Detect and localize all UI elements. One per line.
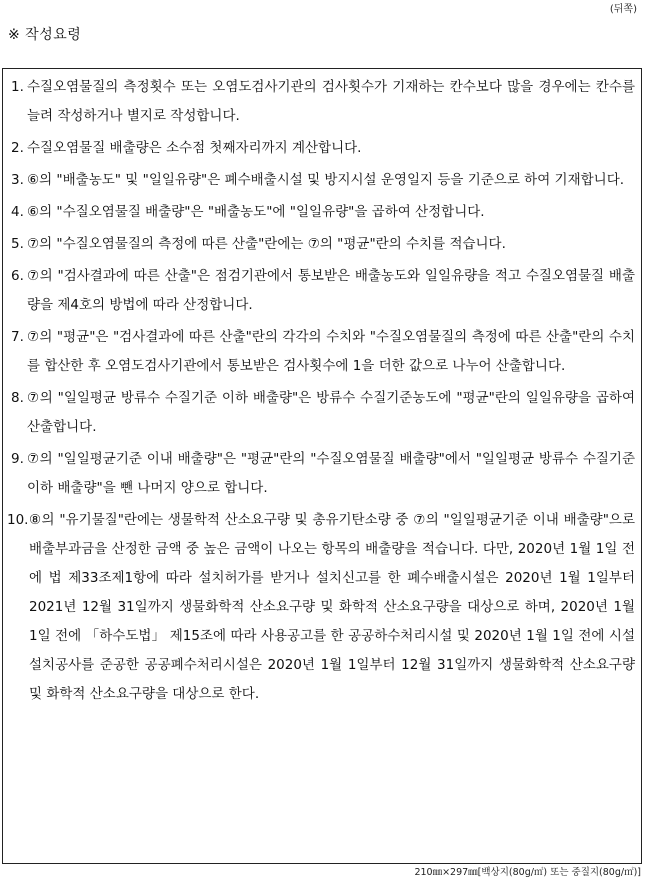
item-text: ⑧의 "유기물질"란에는 생물학적 산소요구량 및 총유기탄소량 중 ⑦의 "일일평균기준 이내 배출량"으로 배출부과금을 산정한 금액 중 높은 금액이 나오는 항목의 배출량을 적습니다. 다만, 2020년 1월 1일 전에 법 제33조제1항에 따라 설치허가를 받거나 설치신고를 한 폐수배출시설은 2020년 1월 1일부터 2021년 12월 31일까지 생물화학적 산소요구량 및 화학적 산소요구량을 대상으로 하며, 2020년 1월 1일 전에 「하수도법」 제15조에 따라 사용공고를 한 공공하수처리시설 및 2020년 1월 1일 전에 시설 설치공사를 준공한 공공폐수처리시설은 2020년 1월 1일부터 12월 31일까지 생물화학적 산소요구량 및 화학적 산소요구량을 대상으로 한다. xyxy=(29,512,635,702)
item-text: ⑦의 "수질오염물질의 측정에 따른 산출"란에는 ⑦의 "평균"란의 수치를 적습니다. xyxy=(27,236,506,252)
instruction-item-10 xyxy=(3,506,641,709)
instruction-item-9 xyxy=(3,445,641,503)
item-number: 6. xyxy=(11,268,24,284)
item-number: 8. xyxy=(11,390,24,406)
instruction-item-6 xyxy=(3,262,641,320)
instructions-box xyxy=(2,68,642,864)
item-text: 수질오염물질 배출량은 소수점 첫째자리까지 계산합니다. xyxy=(27,140,362,156)
item-number: 4. xyxy=(11,204,24,220)
paper-spec-note: 210㎜×297㎜[백상지(80g/㎡) 또는 중질지(80g/㎡)] xyxy=(414,867,641,878)
guide-title: ※ 작성요령 xyxy=(8,27,82,43)
item-number: 2. xyxy=(11,140,24,156)
instruction-item-3 xyxy=(3,166,641,195)
item-number: 5. xyxy=(11,236,24,252)
item-text: 수질오염물질의 측정횟수 또는 오염도검사기관의 검사횟수가 기재하는 칸수보다 많을 경우에는 칸수를 늘려 작성하거나 별지로 작성합니다. xyxy=(27,79,635,124)
instruction-item-1 xyxy=(3,73,641,131)
instruction-item-8 xyxy=(3,384,641,442)
item-text: ⑦의 "일일평균 방류수 수질기준 이하 배출량"은 방류수 수질기준농도에 "평균"란의 일일유량을 곱하여 산출합니다. xyxy=(27,390,635,435)
item-number: 10. xyxy=(7,512,29,528)
item-text: ⑦의 "검사결과에 따른 산출"은 점검기관에서 통보받은 배출농도와 일일유량을 적고 수질오염물질 배출량을 제4호의 방법에 따라 산정합니다. xyxy=(27,268,635,313)
item-number: 7. xyxy=(11,329,24,345)
page-side-note: (뒤쪽) xyxy=(609,4,637,15)
instruction-item-5 xyxy=(3,230,641,259)
instruction-list xyxy=(3,73,641,712)
item-text: ⑦의 "일일평균기준 이내 배출량"은 "평균"란의 "수질오염물질 배출량"에서 "일일평균 방류수 수질기준 이하 배출량"을 뺀 나머지 양으로 합니다. xyxy=(27,451,635,496)
item-number: 9. xyxy=(11,451,24,467)
item-number: 1. xyxy=(11,79,24,95)
item-text: ⑥의 "배출농도" 및 "일일유량"은 폐수배출시설 및 방지시설 운영일지 등을 기준으로 하여 기재합니다. xyxy=(27,172,625,188)
item-text: ⑦의 "평균"은 "검사결과에 따른 산출"란의 각각의 수치와 "수질오염물질의 측정에 따른 산출"란의 수치를 합산한 후 오염도검사기관에서 통보받은 검사횟수에 1을 더한 값으로 나누어 산출합니다. xyxy=(27,329,635,374)
instruction-item-7 xyxy=(3,323,641,381)
instruction-item-4 xyxy=(3,198,641,227)
item-text: ⑥의 "수질오염물질 배출량"은 "배출농도"에 "일일유량"을 곱하여 산정합니다. xyxy=(27,204,485,220)
item-number: 3. xyxy=(11,172,24,188)
instruction-item-2 xyxy=(3,134,641,163)
